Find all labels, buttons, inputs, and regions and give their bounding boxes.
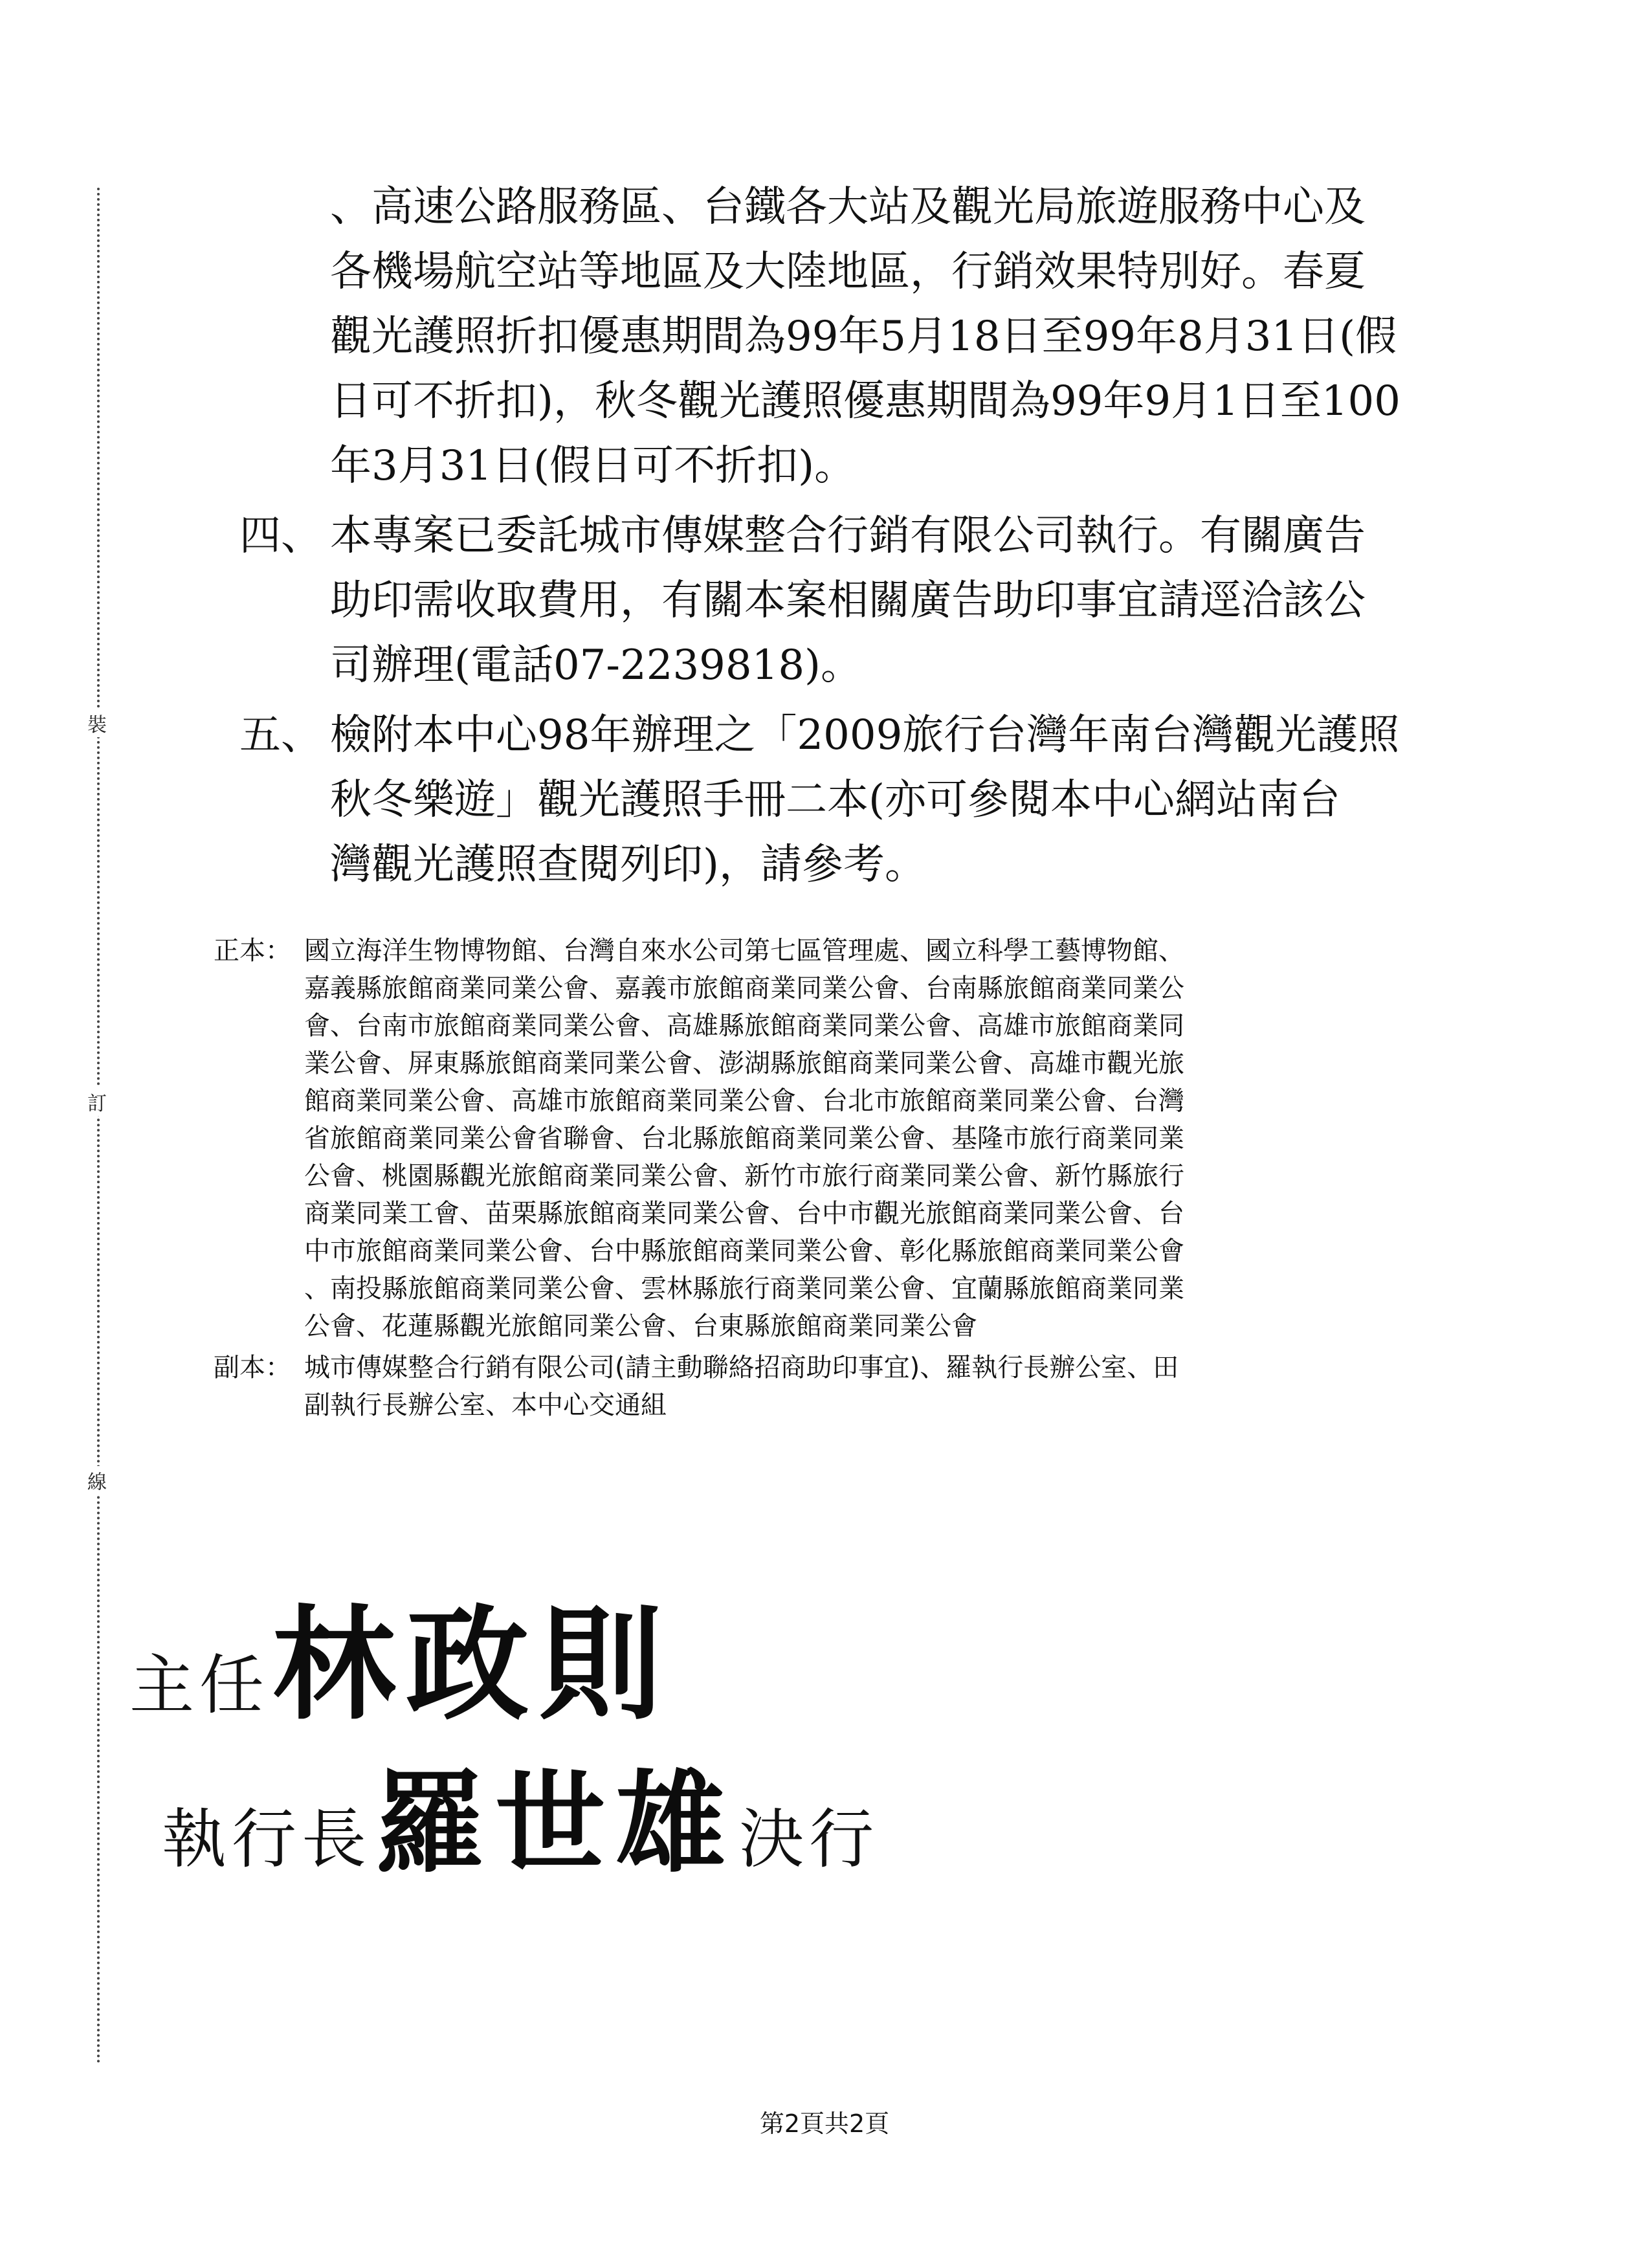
item-body — [330, 504, 1482, 698]
recipient-line: 副執行長辦公室、本中心交通組 — [304, 1390, 667, 1420]
recipient-line: 公會、花蓮縣觀光旅館同業公會、台東縣旅館商業同業公會 — [304, 1311, 977, 1341]
copy-recipients — [304, 1349, 1482, 1424]
body-line: 司辦理(電話07-2239818)。 — [330, 641, 863, 689]
original-recipients — [304, 932, 1482, 1345]
body-line: 觀光護照折扣優惠期間為99年5月18日至99年8月31日(假 — [330, 313, 1397, 361]
recipient-line: 中市旅館商業同業公會、台中縣旅館商業同業公會、彰化縣旅館商業同業公會 — [304, 1236, 1184, 1266]
document-body — [239, 175, 1482, 902]
ceo-name-stamp: 羅世雄 — [375, 1759, 736, 1888]
continuation-paragraph — [239, 175, 1482, 498]
director-signature — [129, 1566, 672, 1743]
ceo-signature — [162, 1735, 879, 1893]
body-line: 、高速公路服務區、台鐵各大站及觀光局旅遊服務中心及 — [330, 183, 1366, 231]
body-line: 各機場航空站等地區及大陸地區，行銷效果特別好。春夏 — [330, 248, 1366, 296]
recipient-line: 國立海洋生物博物館、台灣自來水公司第七區管理處、國立科學工藝博物館、 — [304, 936, 1184, 966]
body-line: 檢附本中心98年辦理之「2009旅行台灣年南台灣觀光護照 — [330, 711, 1400, 759]
distribution-list — [214, 932, 1482, 1428]
recipient-line: 商業同業工會、苗栗縣旅館商業同業公會、台中市觀光旅館商業同業公會、台 — [304, 1199, 1184, 1228]
page-number-footer: 第2頁共2頁 — [759, 2109, 890, 2138]
item-number: 五、 — [239, 711, 322, 759]
recipient-line: 業公會、屏東縣旅館商業同業公會、澎湖縣旅館商業同業公會、高雄市觀光旅 — [304, 1049, 1184, 1078]
recipient-line: 公會、桃園縣觀光旅館商業同業公會、新竹市旅行商業同業公會、新竹縣旅行 — [304, 1161, 1184, 1191]
recipient-line: 會、台南市旅館商業同業公會、高雄縣旅館商業同業公會、高雄市旅館商業同 — [304, 1011, 1184, 1041]
numbered-item-4 — [239, 504, 1482, 698]
binding-char-zhuang: 裝 — [82, 709, 113, 737]
recipient-line: 城市傳媒整合行銷有限公司(請主動聯絡招商助印事宜)、羅執行長辦公室、田 — [304, 1353, 1179, 1383]
numbered-item-5 — [239, 703, 1482, 897]
body-line: 秋冬樂遊」觀光護照手冊二本(亦可參閱本中心網站南台 — [330, 776, 1340, 824]
distribution-copy — [214, 1349, 1482, 1424]
ceo-title: 執行長 — [162, 1801, 371, 1877]
original-label: 正本： — [214, 936, 291, 966]
recipient-line: 省旅館商業同業公會省聯會、台北縣旅館商業同業公會、基隆市旅行商業同業 — [304, 1124, 1184, 1153]
binding-char-ding: 訂 — [82, 1087, 113, 1116]
recipient-line: 館商業同業公會、高雄市旅館商業同業公會、台北市旅館商業同業公會、台灣 — [304, 1086, 1184, 1116]
binding-dotted-line — [97, 188, 100, 2065]
director-name-stamp: 林政則 — [272, 1592, 673, 1737]
body-line: 本專案已委託城市傳媒整合行銷有限公司執行。有關廣告 — [330, 512, 1366, 560]
body-line: 灣觀光護照查閱列印)，請參考。 — [330, 841, 926, 889]
item-body — [330, 703, 1482, 897]
recipient-line: 嘉義縣旅館商業同業公會、嘉義市旅館商業同業公會、台南縣旅館商業同業公 — [304, 973, 1184, 1003]
recipient-line: 、南投縣旅館商業同業公會、雲林縣旅行商業同業公會、宜蘭縣旅館商業同業 — [304, 1274, 1184, 1304]
body-line: 助印需收取費用，有關本案相關廣告助印事宜請逕洽該公 — [330, 577, 1366, 625]
distribution-original — [214, 932, 1482, 1345]
binding-char-xian: 線 — [82, 1466, 113, 1495]
director-title: 主任 — [129, 1647, 269, 1723]
body-line: 日可不折扣)，秋冬觀光護照優惠期間為99年9月1日至100 — [330, 377, 1400, 425]
item-number: 四、 — [239, 512, 322, 560]
copy-label: 副本： — [214, 1353, 291, 1383]
ceo-approval-suffix: 決行 — [739, 1801, 880, 1877]
body-line: 年3月31日(假日可不折扣)。 — [330, 442, 856, 490]
